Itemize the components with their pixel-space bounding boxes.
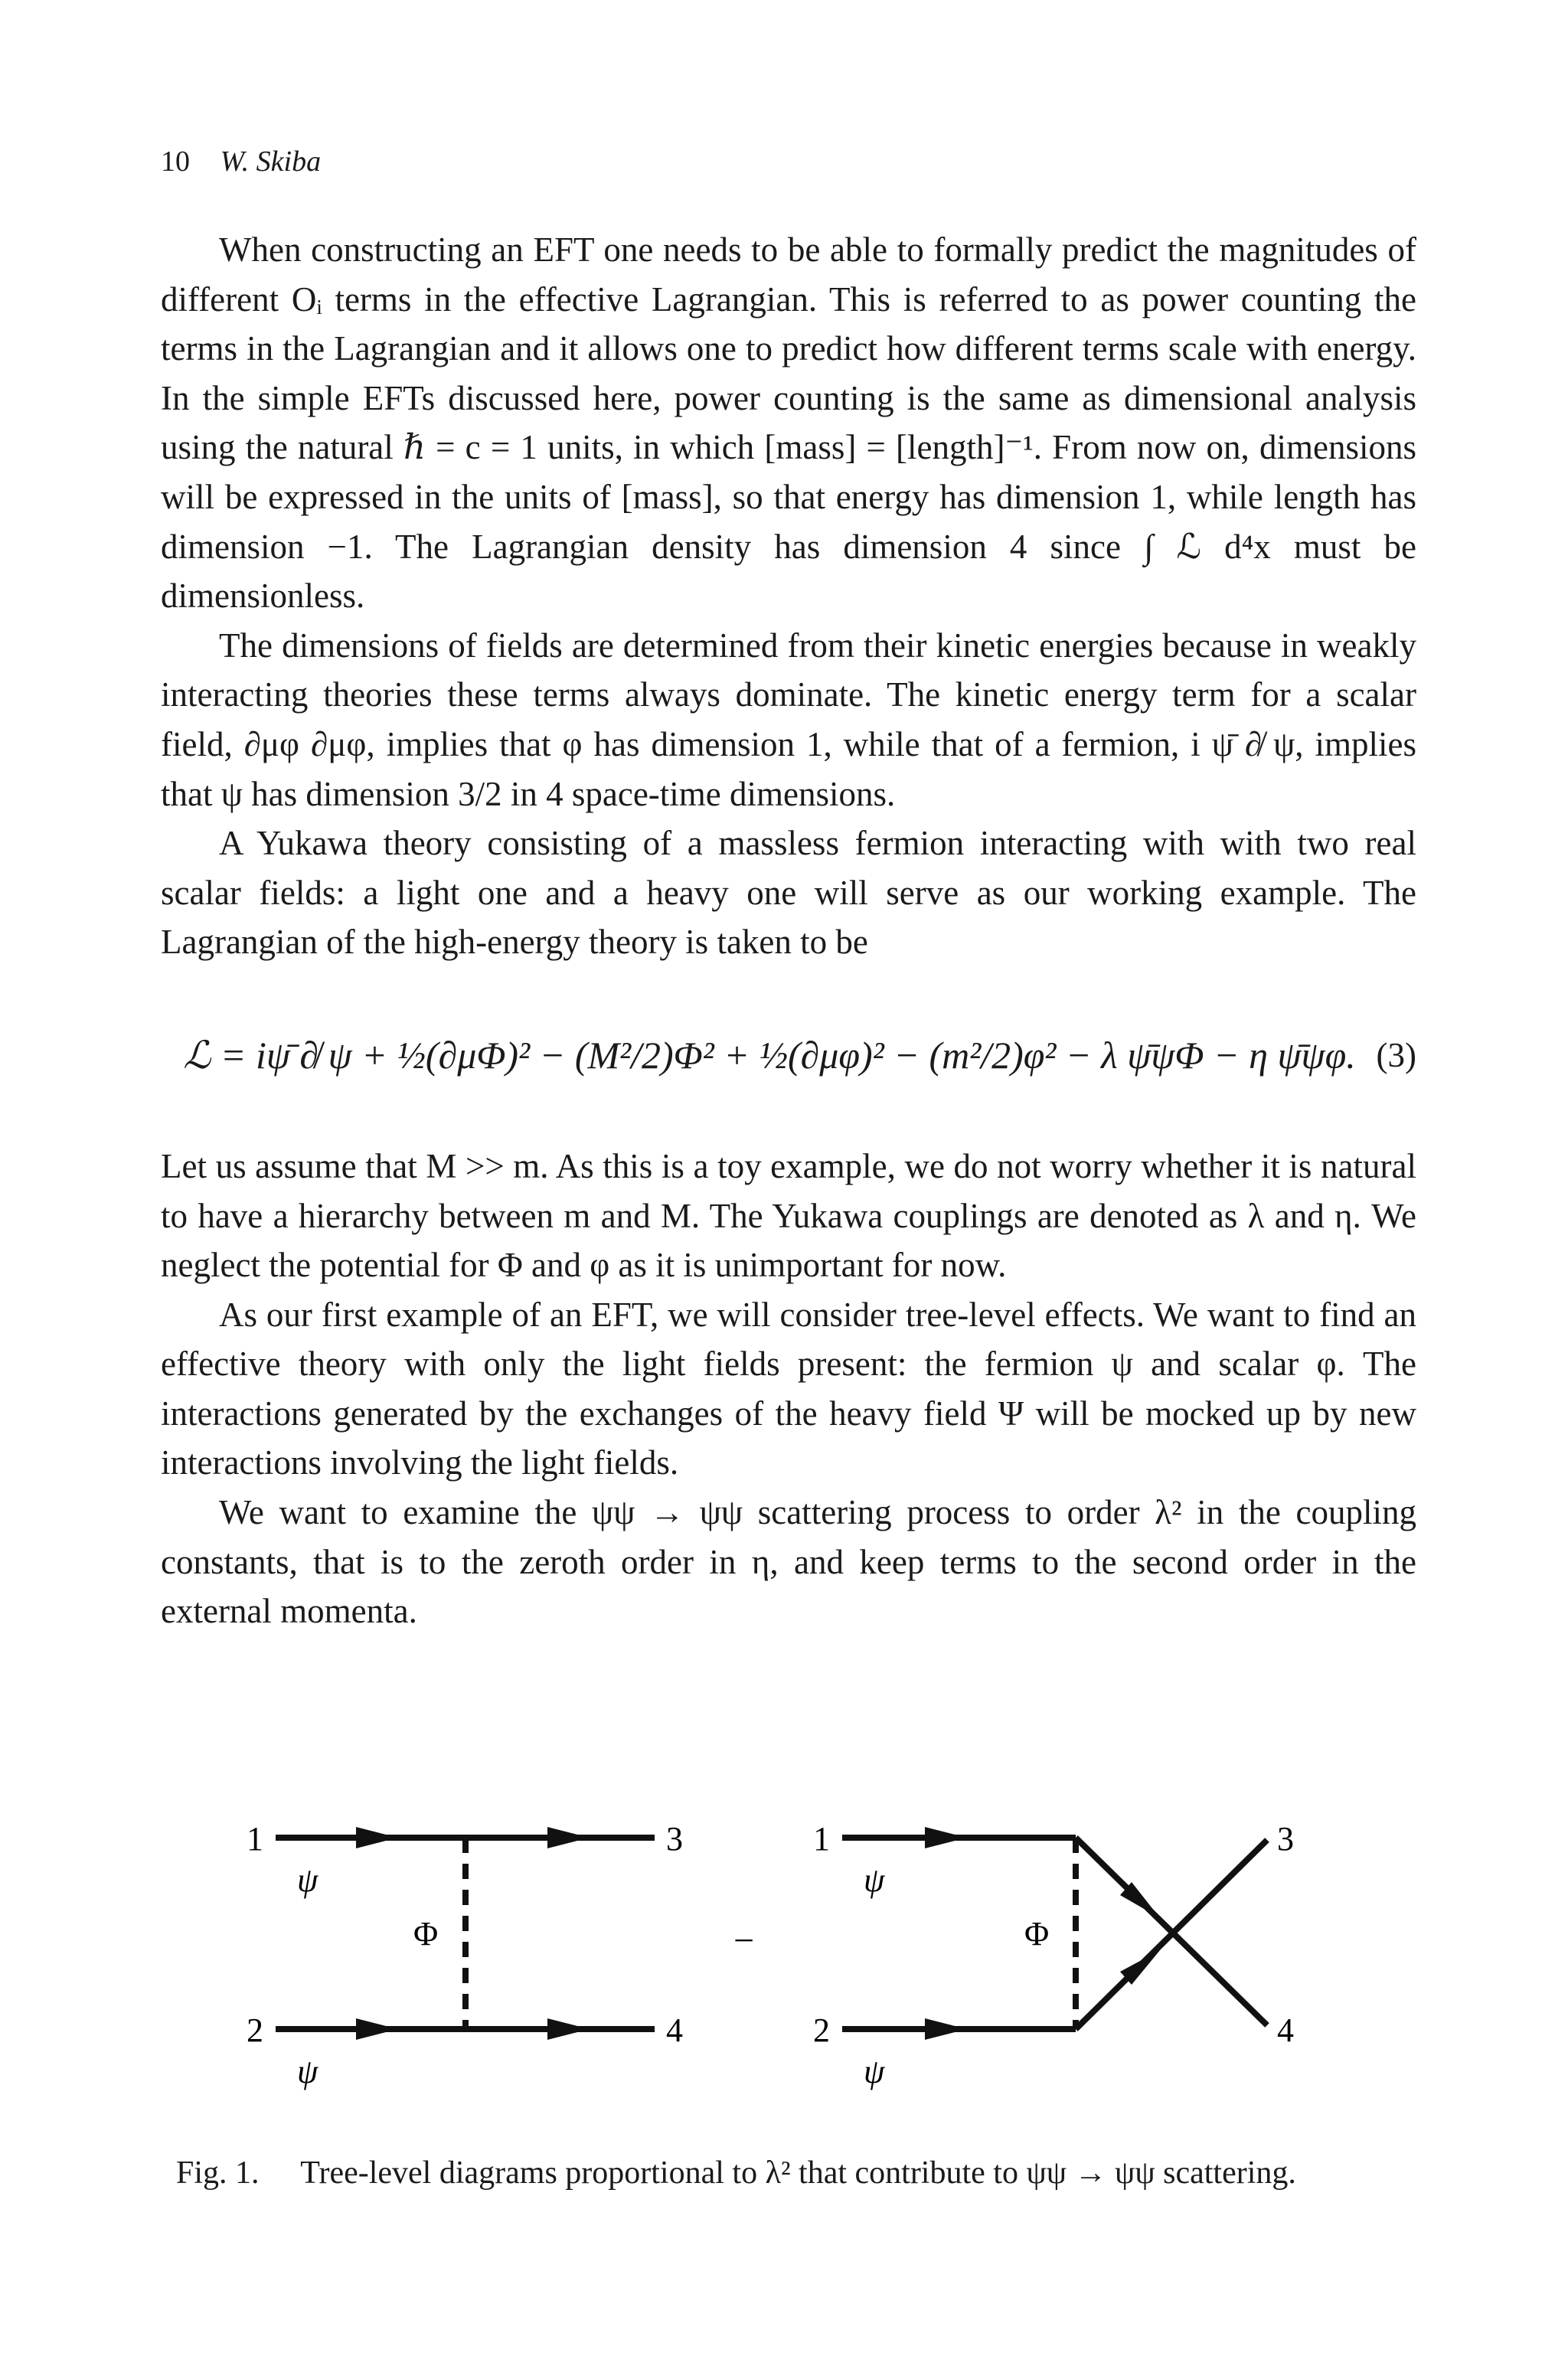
figure-caption — [176, 2152, 1416, 2194]
arrow-icon — [356, 2018, 398, 2040]
label-2: 2 — [247, 2011, 263, 2049]
paragraph: A Yukawa theory consisting of a massless fermion interacting with with two real scalar fields: a light one and a heavy one will serve as our working example. The Lagrangian of the high-energy theory is taken to be — [161, 824, 1416, 962]
label-4: 4 — [1277, 2011, 1294, 2049]
label-1: 1 — [247, 1820, 263, 1858]
arrow-icon — [925, 2018, 967, 2040]
phi-label: Φ — [413, 1915, 439, 1953]
psi-label: ψ — [864, 2053, 885, 2090]
phi-label: Φ — [1024, 1915, 1050, 1953]
caption-text: Tree-level diagrams proportional to λ² that contribute to ψψ → ψψ scattering. — [300, 2155, 1296, 2191]
psi-label: ψ — [297, 1861, 318, 1899]
equation-block — [161, 967, 1416, 1142]
paragraph: Let us assume that M >> m. As this is a toy example, we do not worry whether it is natural to have a hierarchy between m and M. The Yukawa couplings are denoted as λ and η. We neglect the potential for Φ and φ as it is unimportant for now. — [161, 1146, 1416, 1285]
running-header — [161, 142, 321, 181]
page-number: 10 — [161, 145, 190, 178]
label-3: 3 — [1277, 1820, 1294, 1858]
arrow-icon — [547, 2018, 590, 2040]
label-1: 1 — [813, 1820, 830, 1858]
psi-label: ψ — [297, 2053, 318, 2090]
left-diagram — [247, 1820, 683, 2090]
label-2: 2 — [813, 2011, 830, 2049]
equation-number: (3) — [1376, 1035, 1416, 1074]
paragraph: As our first example of an EFT, we will consider tree-level effects. We want to find an effective theory with only the light fields present: the fermion ψ and scalar φ. The interactions generated by the exchanges of the heavy field Ψ will be mocked up by new interactions involving the light fields. — [161, 1295, 1417, 1482]
arrow-icon — [356, 1827, 398, 1848]
paragraph: When constructing an EFT one needs to be able to formally predict the magnitudes of different Oᵢ terms in the effective Lagrangian. This is referred to as power counting the terms in the Lagrangian and it allows one to predict how different terms scale with energy. In the simple EFTs discussed here, power counting is the same as dimensional analysis using the natural ℏ = c = 1 units, in which [mass] = [length]⁻¹. From now on, dimensions will be expressed in the units of [mass], so that energy has dimension 1, while length has dimension −1. The Lagrangian density has dimension 4 since ∫ ℒ d⁴x must be dimensionless. — [161, 230, 1416, 616]
main-text — [161, 225, 1416, 1636]
minus-operator: − — [733, 1920, 755, 1961]
label-3: 3 — [666, 1820, 683, 1858]
paragraph: We want to examine the ψψ → ψψ scattering process to order λ² in the coupling constants, that is to the zeroth order in η, and keep terms to the second order in the external momenta. — [161, 1493, 1416, 1631]
arrow-icon — [547, 1827, 590, 1848]
feynman-figure — [161, 1761, 1416, 2098]
right-diagram — [813, 1820, 1294, 2090]
paragraph: The dimensions of fields are determined from their kinetic energies because in weakly interacting theories these terms always dominate. The kinetic energy term for a scalar field, ∂μφ ∂μφ, implies that φ has dimension 1, while that of a fermion, i ψ̄ ∂̸ ψ, implies that ψ has dimension 3/2 in 4 space-time dimensions. — [161, 626, 1416, 813]
running-author: W. Skiba — [220, 145, 322, 178]
equation: ℒ = iψ̄ ∂̸ ψ + ½(∂μΦ)² − (M²/2)Φ² + ½(∂μφ)² − (m²/2)φ² − λ ψ̄ψΦ − η ψ̄ψφ. — [183, 1033, 1356, 1077]
caption-label: Fig. 1. — [176, 2155, 260, 2191]
arrow-icon — [925, 1827, 967, 1848]
feynman-diagrams-svg — [161, 1761, 1416, 2098]
label-4: 4 — [666, 2011, 683, 2049]
psi-label: ψ — [864, 1861, 885, 1899]
